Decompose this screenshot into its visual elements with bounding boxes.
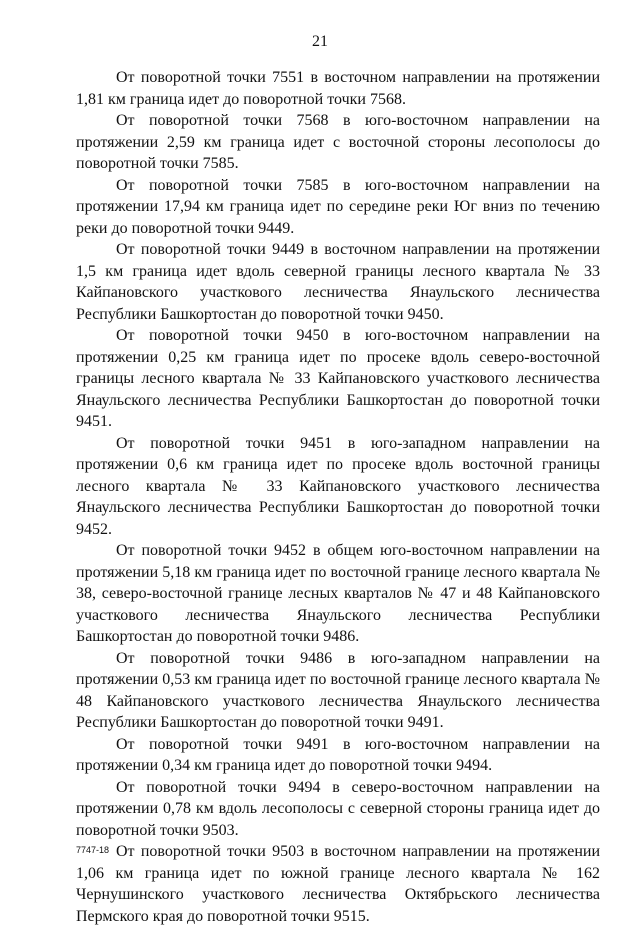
paragraph: От поворотной точки 7568 в юго-восточном направлении на протяжении 2,59 км граница идет с восточной стороны лесополосы до поворотной точки 7585.	[76, 112, 600, 172]
paragraph: От поворотной точки 7551 в восточном направлении на протяжении 1,81 км граница идет до поворотной точки 7568.	[76, 69, 600, 108]
paragraph: От поворотной точки 9486 в юго-западном направлении на протяжении 0,53 км граница идет по восточной границе лесного квартала № 48 Кайпановского участкового лесничества Янаульского лесничества Республики Башкортостан до поворотной точки 9491.	[76, 649, 600, 731]
footer-code: 7747-18	[76, 845, 110, 855]
paragraph: От поворотной точки 9450 в юго-восточном направлении на протяжении 0,25 км граница идет по просеке вдоль северо-восточной границы лесного квартала № 33 Кайпановского участкового лесничества Янаульского лесничества Республики Башкортостан до поворотной точки 9451.	[76, 327, 600, 430]
page-number: 21	[312, 33, 328, 50]
document-body	[76, 67, 600, 927]
paragraph: От поворотной точки 7585 в юго-восточном направлении на протяжении 17,94 км граница идет по середине реки Юг вниз по течению реки до поворотной точки 9449.	[76, 176, 600, 237]
paragraph: От поворотной точки 9452 в общем юго-восточном направлении на протяжении 5,18 км граница идет по восточной границе лесного квартала № 38, северо-восточной границе лесных кварталов № 47 и 48 Кайпановского участкового лесничества Янаульского лесничества Республики Башкортостан до поворотной точки 9486.	[76, 542, 600, 645]
paragraph: От поворотной точки 9491 в юго-восточном направлении на протяжении 0,34 км граница идет до поворотной точки 9494.	[76, 735, 600, 774]
paragraph: От поворотной точки 9494 в северо-восточном направлении на протяжении 0,78 км вдоль лесополосы с северной стороны граница идет до поворотной точки 9503.	[76, 778, 600, 839]
paragraph: От поворотной точки 9449 в восточном направлении на протяжении 1,5 км граница идет вдоль северной границы лесного квартала № 33 Кайпановского участкового лесничества Янаульского лесничества Республики Башкортостан до поворотной точки 9450.	[76, 241, 600, 323]
paragraph: От поворотной точки 9451 в юго-западном направлении на протяжении 0,6 км граница идет по просеке вдоль восточной границы лесного квартала № 33 Кайпановского участкового лесничества Янаульского лесничества Республики Башкортостан до поворотной точки 9452.	[76, 434, 600, 538]
paragraph: От поворотной точки 9503 в восточном направлении на протяжении 1,06 км граница идет по южной границе лесного квартала № 162 Чернушинского участкового лесничества Октябрьского лесничества Пермского края до поворотной точки 9515.	[76, 843, 600, 925]
